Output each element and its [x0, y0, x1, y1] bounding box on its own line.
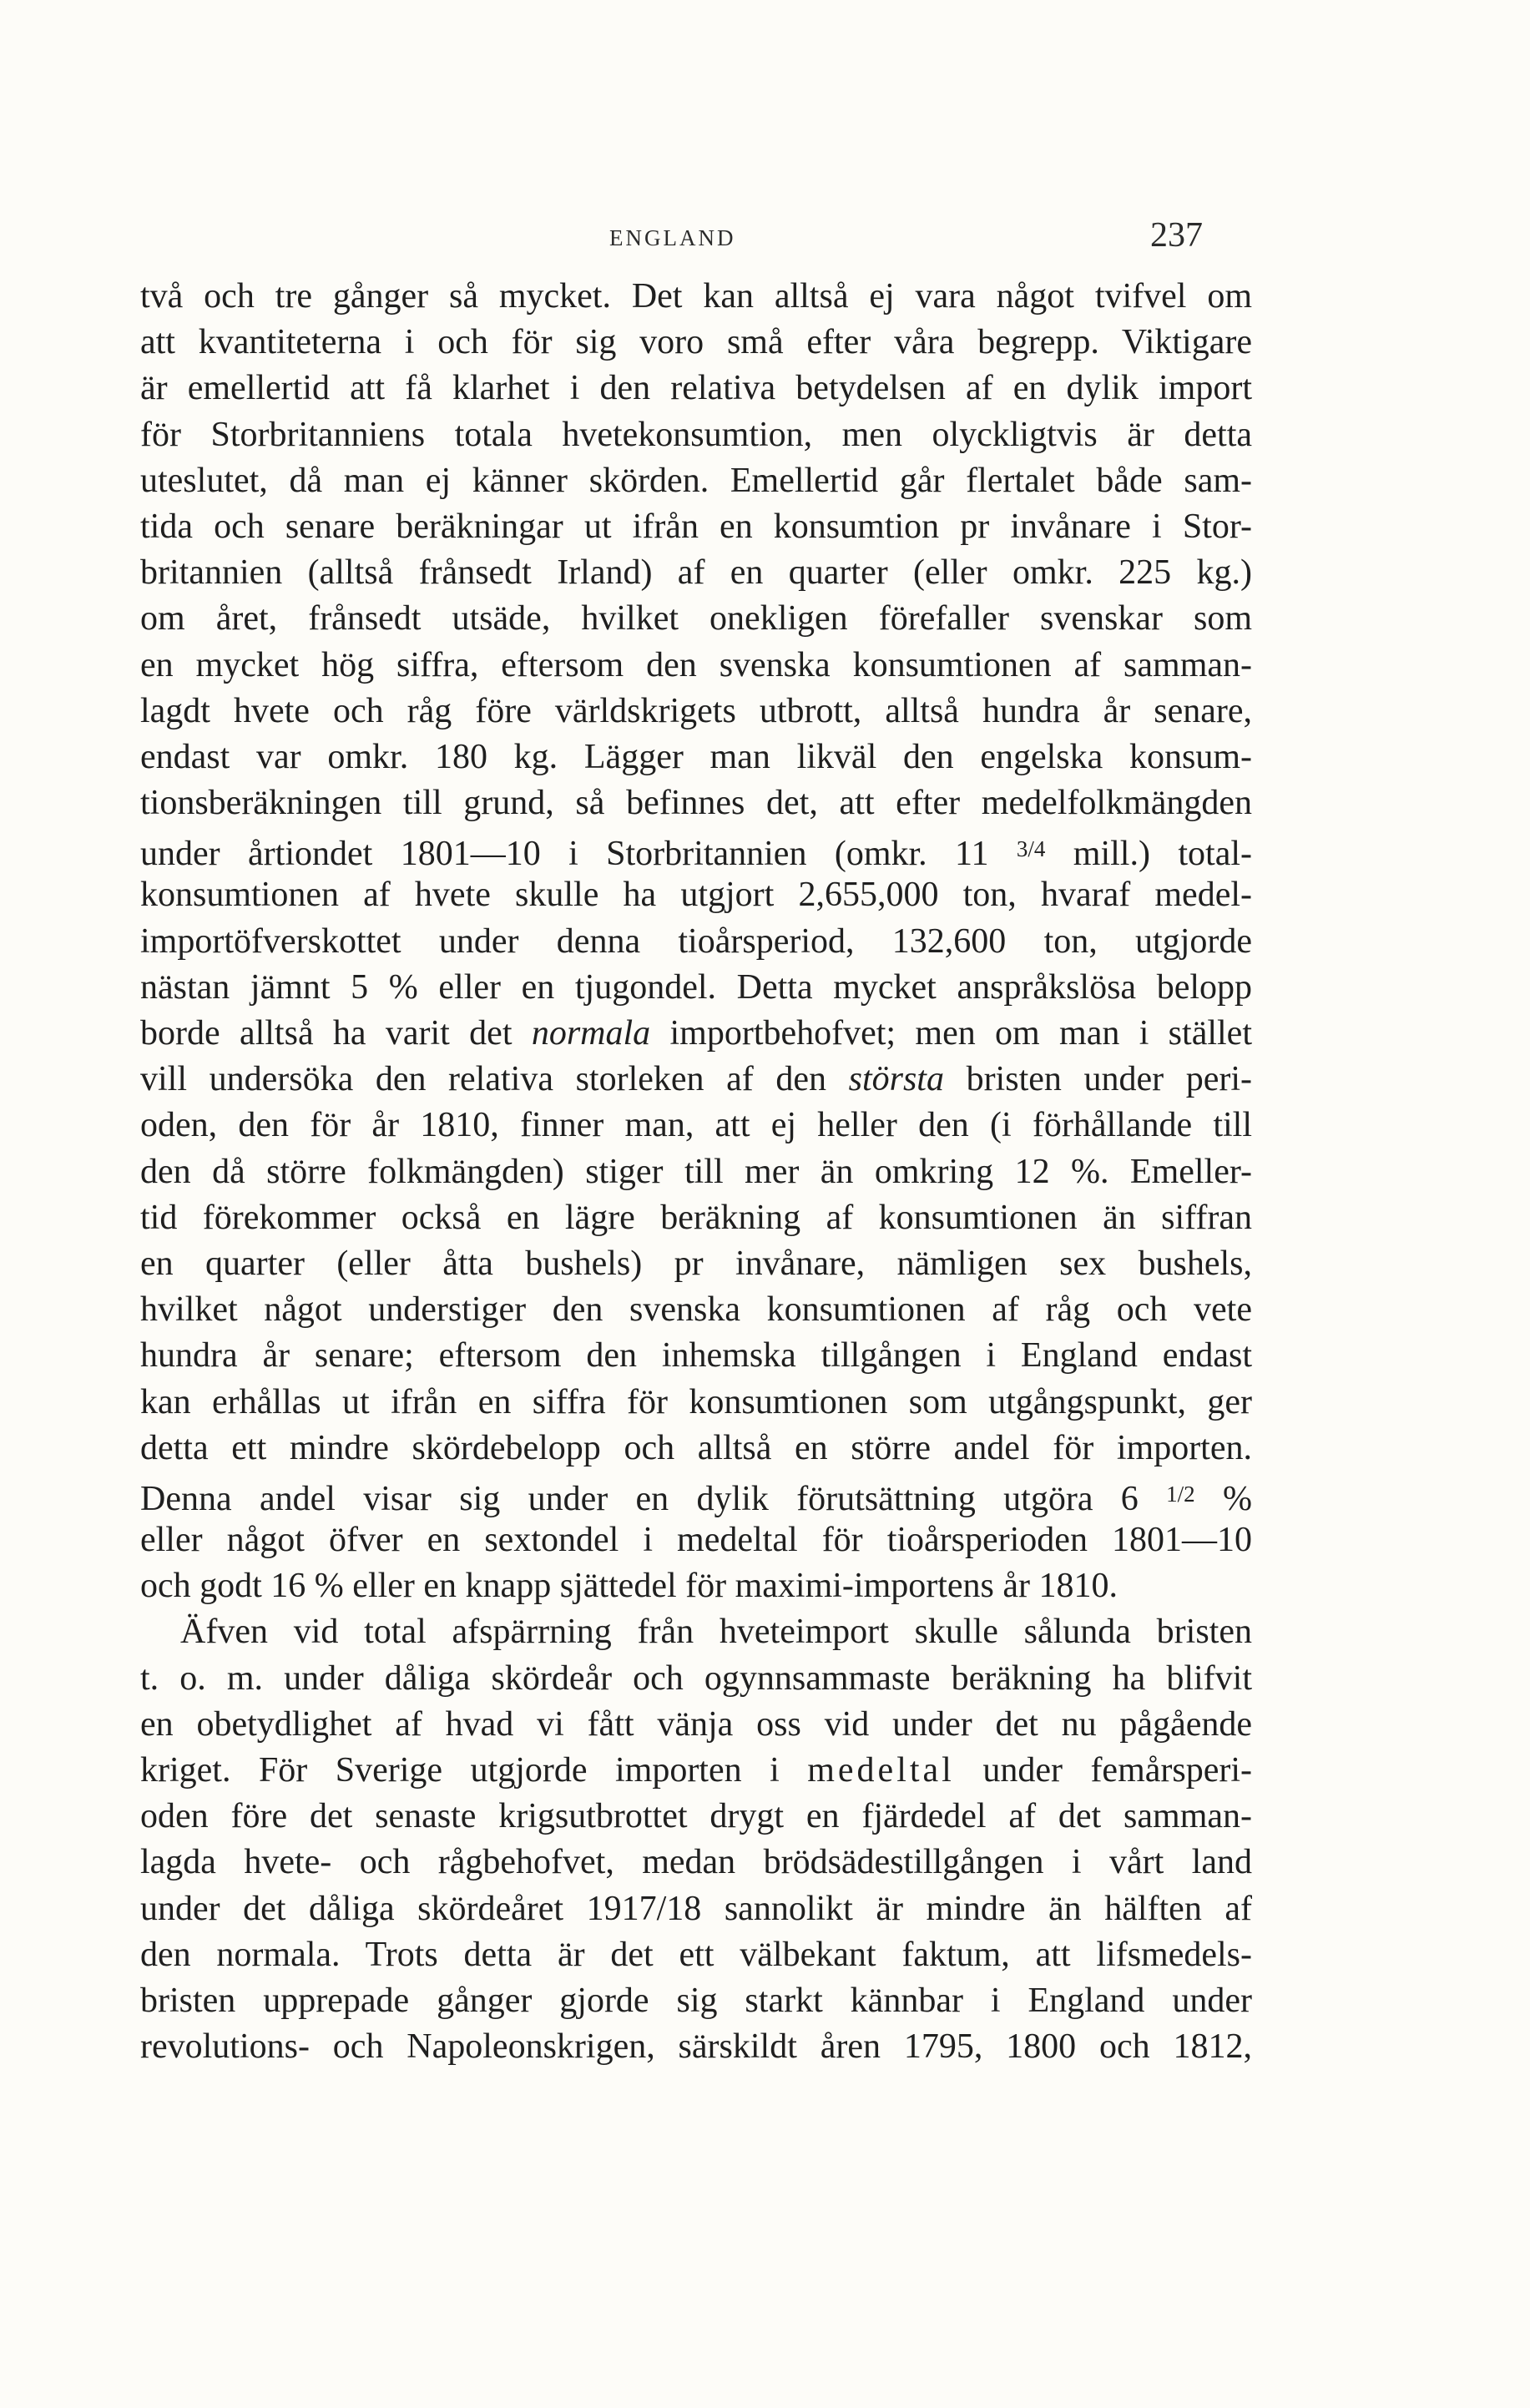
- text-segment: %: [1194, 1479, 1252, 1518]
- body-text: [140, 274, 1252, 2070]
- text-line: eller något öfver en sextondel i medeltal för tioårsperioden 1801—10: [140, 1521, 1252, 1560]
- text-segment: bristen under peri-: [943, 1060, 1252, 1099]
- text-line: oden, den för år 1810, finner man, att ej heller den (i förhållande till: [140, 1106, 1252, 1145]
- emphasis: största: [848, 1060, 944, 1099]
- text-line: lagda hvete- och rågbehofvet, medan brödsädestillgången i vårt land: [140, 1843, 1252, 1882]
- text-segment: borde alltså ha varit det: [140, 1014, 532, 1053]
- text-segment: importbehofvet; men om man i stället: [650, 1014, 1252, 1053]
- text-line: hvilket något understiger den svenska konsumtionen af råg och vete: [140, 1290, 1252, 1330]
- fraction: 1/2: [1166, 1481, 1195, 1507]
- fraction: 3/4: [1016, 836, 1046, 862]
- text-line: britannien (alltså frånsedt Irland) af en quarter (eller omkr. 225 kg.): [140, 553, 1252, 593]
- text-line: en mycket hög siffra, eftersom den svenska konsumtionen af samman-: [140, 645, 1252, 684]
- text-line: den normala. Trots detta är det ett välbekant faktum, att lifsmedels-: [140, 1935, 1252, 1974]
- text-segment: under årtiondet 1801—10 i Storbritannien (omkr. 11: [140, 835, 1017, 873]
- text-line: oden före det senaste krigsutbrottet drygt en fjärdedel af det samman-: [140, 1797, 1252, 1836]
- text-line: den då större folkmängden) stiger till mer än omkring 12 %. Emeller-: [140, 1152, 1252, 1191]
- text-line: bristen upprepade gånger gjorde sig starkt kännbar i England under: [140, 1981, 1252, 2020]
- text-line: tid förekommer också en lägre beräkning af konsumtionen än siffran: [140, 1198, 1252, 1237]
- text-line: tida och senare beräkningar ut ifrån en konsumtion pr invånare i Stor-: [140, 507, 1252, 546]
- running-header: [0, 215, 1530, 265]
- text-line: konsumtionen af hvete skulle ha utgjort 2,655,000 ton, hvaraf medel-: [140, 876, 1252, 915]
- text-line: [140, 1011, 1252, 1057]
- text-line: lagdt hvete och råg före världskrigets utbrott, alltså hundra år senare,: [140, 691, 1252, 730]
- text-line: importöfverskottet under denna tioårsperiod, 132,600 ton, utgjorde: [140, 921, 1252, 961]
- text-line: [140, 1057, 1252, 1103]
- chapter-title: ENGLAND: [609, 225, 736, 250]
- text-line: och godt 16 % eller en knapp sjättedel för maximi-importens år 1810.: [140, 1567, 1118, 1606]
- text-segment: kriget. För Sverige utgjorde importen i: [140, 1751, 808, 1790]
- text-line: detta ett mindre skördebelopp och alltså en större andel för importen.: [140, 1428, 1252, 1467]
- text-line: hundra år senare; eftersom den inhemska tillgången i England endast: [140, 1336, 1252, 1376]
- text-line: två och tre gånger så mycket. Det kan alltså ej vara något tvifvel om: [140, 277, 1252, 316]
- text-line: att kvantiteterna i och för sig voro små efter våra begrepp. Viktigare: [140, 323, 1252, 362]
- text-line: uteslutet, då man ej känner skörden. Emellertid går flertalet både sam-: [140, 461, 1252, 500]
- text-line: för Storbritanniens totala hvetekonsumtion, men olyckligtvis är detta: [140, 415, 1252, 454]
- text-line: tionsberäkningen till grund, så befinnes det, att efter medelfolkmängden: [140, 784, 1252, 823]
- text-line: [140, 826, 1252, 872]
- text-segment: mill.) total-: [1045, 835, 1252, 873]
- text-line: under det dåliga skördeåret 1917/18 sannolikt är mindre än hälften af: [140, 1889, 1252, 1928]
- text-line: kan erhållas ut ifrån en siffra för konsumtionen som utgångspunkt, ger: [140, 1382, 1252, 1421]
- text-line: nästan jämnt 5 % eller en tjugondel. Detta mycket anspråkslösa belopp: [140, 967, 1252, 1007]
- text-line: en obetydlighet af hvad vi fått vänja oss vid under det nu pågående: [140, 1704, 1252, 1744]
- text-line: en quarter (eller åtta bushels) pr invånare, nämligen sex bushels,: [140, 1244, 1252, 1283]
- text-line: är emellertid att få klarhet i den relativa betydelsen af en dylik import: [140, 369, 1252, 408]
- text-line: revolutions- och Napoleonskrigen, särskildt åren 1795, 1800 och 1812,: [140, 2027, 1252, 2067]
- page-number: 237: [1150, 216, 1203, 255]
- text-line: om året, frånsedt utsäde, hvilket onekligen förefaller svenskar som: [140, 599, 1252, 639]
- text-line: endast var omkr. 180 kg. Lägger man likväl den engelska konsum-: [140, 737, 1252, 776]
- text-line: [140, 1472, 1252, 1517]
- text-line: t. o. m. under dåliga skördeår och ogynnsammaste beräkning ha blifvit: [140, 1658, 1252, 1698]
- text-segment: vill undersöka den relativa storleken af den: [140, 1060, 849, 1099]
- spaced-emphasis: medeltal: [807, 1751, 955, 1790]
- text-segment: Denna andel visar sig under en dylik förutsättning utgöra 6: [140, 1479, 1167, 1518]
- text-segment: under femårsperi-: [954, 1751, 1252, 1790]
- paragraph-start-line: Äfven vid total afspärrning från hveteimport skulle sålunda bristen: [180, 1613, 1252, 1652]
- text-line: [140, 1748, 1252, 1794]
- emphasis: normala: [531, 1014, 651, 1053]
